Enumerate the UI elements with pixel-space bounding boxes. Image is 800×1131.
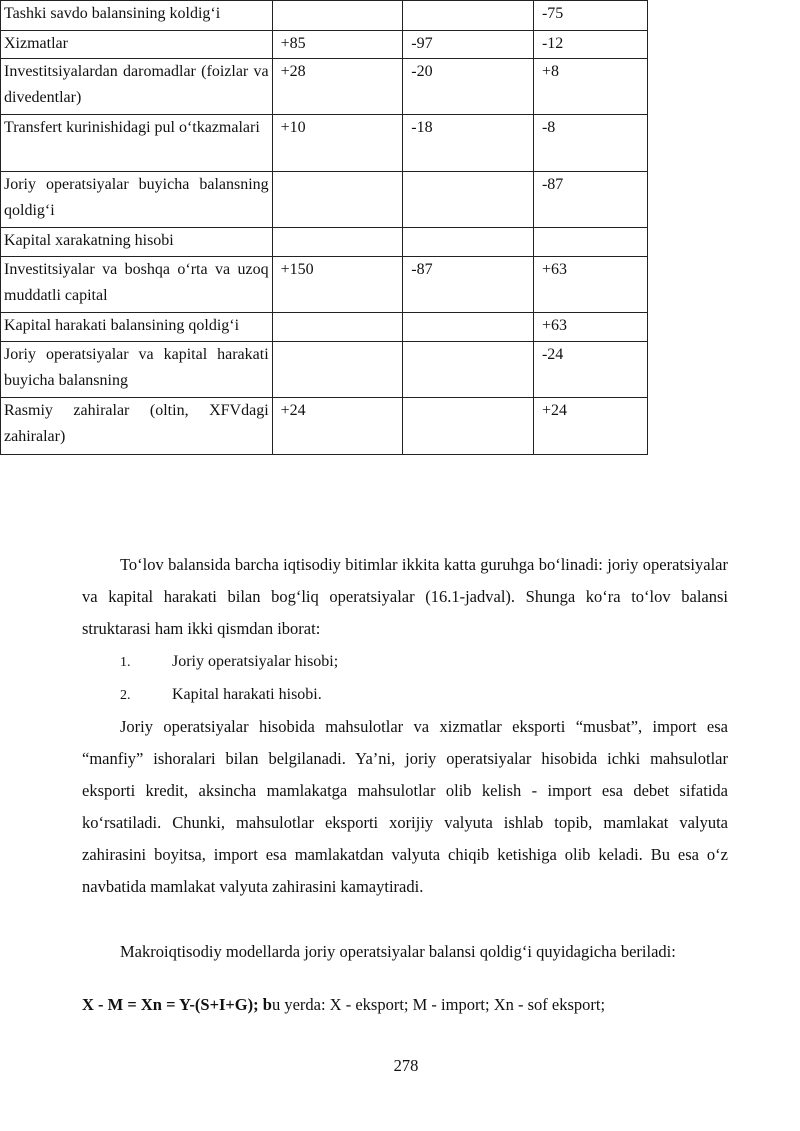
row-label-cell: Joriy operatsiyalar buyicha balansning qoldig‘i xyxy=(1,172,273,228)
value-cell: -18 xyxy=(403,115,534,172)
formula-line xyxy=(82,995,605,1015)
value-cell xyxy=(403,342,534,398)
value-cell: +150 xyxy=(272,257,403,313)
list-item-number: 1. xyxy=(120,655,131,670)
value-cell: -87 xyxy=(533,172,647,228)
row-label-cell: Tashki savdo balansining koldig‘i xyxy=(1,1,273,31)
value-cell: -75 xyxy=(533,1,647,31)
row-label-cell: Kapital xarakatning hisobi xyxy=(1,228,273,257)
list-item-text: Joriy operatsiyalar hisobi; xyxy=(172,653,339,670)
value-cell: +24 xyxy=(272,398,403,455)
value-cell xyxy=(272,228,403,257)
table-row xyxy=(1,257,648,313)
value-cell xyxy=(403,313,534,342)
value-cell xyxy=(272,313,403,342)
value-cell: -12 xyxy=(533,31,647,59)
value-cell xyxy=(272,172,403,228)
paragraph-1: To‘lov balansida barcha iqtisodiy bitimlar ikkita katta guruhga bo‘linadi: joriy operatsiyalar va kapital harakati bilan bog‘liq operatsiyalar (16.1-jadval). Shunga ko‘ra to‘lov balansi struktarasi ham ikki qismdan iborat: xyxy=(82,555,728,638)
value-cell xyxy=(403,228,534,257)
value-cell: -24 xyxy=(533,342,647,398)
table-row xyxy=(1,342,648,398)
table-row xyxy=(1,398,648,455)
row-label-cell: Rasmiy zahiralar (oltin, XFVdagi zahiralar) xyxy=(1,398,273,455)
value-cell: -87 xyxy=(403,257,534,313)
value-cell xyxy=(403,172,534,228)
list-item-text: Kapital harakati hisobi. xyxy=(172,686,322,703)
value-cell xyxy=(533,228,647,257)
table-row xyxy=(1,172,648,228)
value-cell: +85 xyxy=(272,31,403,59)
row-label-cell: Kapital harakati balansining qoldig‘i xyxy=(1,313,273,342)
list-item xyxy=(120,653,338,671)
page-number: 278 xyxy=(393,1056,419,1075)
table-row xyxy=(1,313,648,342)
table-row xyxy=(1,228,648,257)
value-cell: +10 xyxy=(272,115,403,172)
value-cell: +24 xyxy=(533,398,647,455)
balance-table-body xyxy=(1,1,648,455)
table-row xyxy=(1,115,648,172)
paragraph-3: Makroiqtisodiy modellarda joriy operatsiyalar balansi qoldig‘i quyidagicha beriladi: xyxy=(120,942,676,961)
row-label-cell: Joriy operatsiyalar va kapital harakati buyicha balansning xyxy=(1,342,273,398)
formula-text: u yerda: X - eksport; M - import; Xn - sof eksport; xyxy=(271,995,606,1014)
value-cell: -20 xyxy=(403,59,534,115)
value-cell: +28 xyxy=(272,59,403,115)
row-label-cell: Investitsiyalardan daromadlar (foizlar va divedentlar) xyxy=(1,59,273,115)
row-label-cell: Transfert kurinishidagi pul o‘tkazmalari xyxy=(1,115,273,172)
table-row xyxy=(1,1,648,31)
row-label-cell: Investitsiyalar va boshqa o‘rta va uzoq muddatli capital xyxy=(1,257,273,313)
table-row xyxy=(1,31,648,59)
value-cell: +63 xyxy=(533,313,647,342)
balance-table xyxy=(0,0,648,455)
list-item xyxy=(120,686,322,704)
formula-bold: X - M = Xn = Y-(S+I+G); b xyxy=(82,995,272,1014)
paragraph-2: Joriy operatsiyalar hisobida mahsulotlar va xizmatlar eksporti “musbat”, import esa “manfiy” ishoralari bilan belgilanadi. Ya’ni, joriy operatsiyalar hisobida ichki mahsulotlar eksporti kredit, aksincha mamlakatga mahsulotlar olib kelish - import esa debet sifatida ko‘rsatiladi. Chunki, mahsulotlar eksporti xorijiy valyuta ishlab topib, mamlakat valyuta zahirasini boyitsa, import esa mamlakatdan valyuta chiqib ketishiga olib keladi. Bu esa o‘z navbatida mamlakat valyuta zahirasini kamaytiradi. xyxy=(82,717,728,896)
list-item-number: 2. xyxy=(120,688,131,703)
value-cell xyxy=(272,1,403,31)
value-cell xyxy=(403,398,534,455)
table-row xyxy=(1,59,648,115)
value-cell: -97 xyxy=(403,31,534,59)
value-cell xyxy=(272,342,403,398)
value-cell: -8 xyxy=(533,115,647,172)
row-label-cell: Xizmatlar xyxy=(1,31,273,59)
value-cell xyxy=(403,1,534,31)
value-cell: +8 xyxy=(533,59,647,115)
value-cell: +63 xyxy=(533,257,647,313)
